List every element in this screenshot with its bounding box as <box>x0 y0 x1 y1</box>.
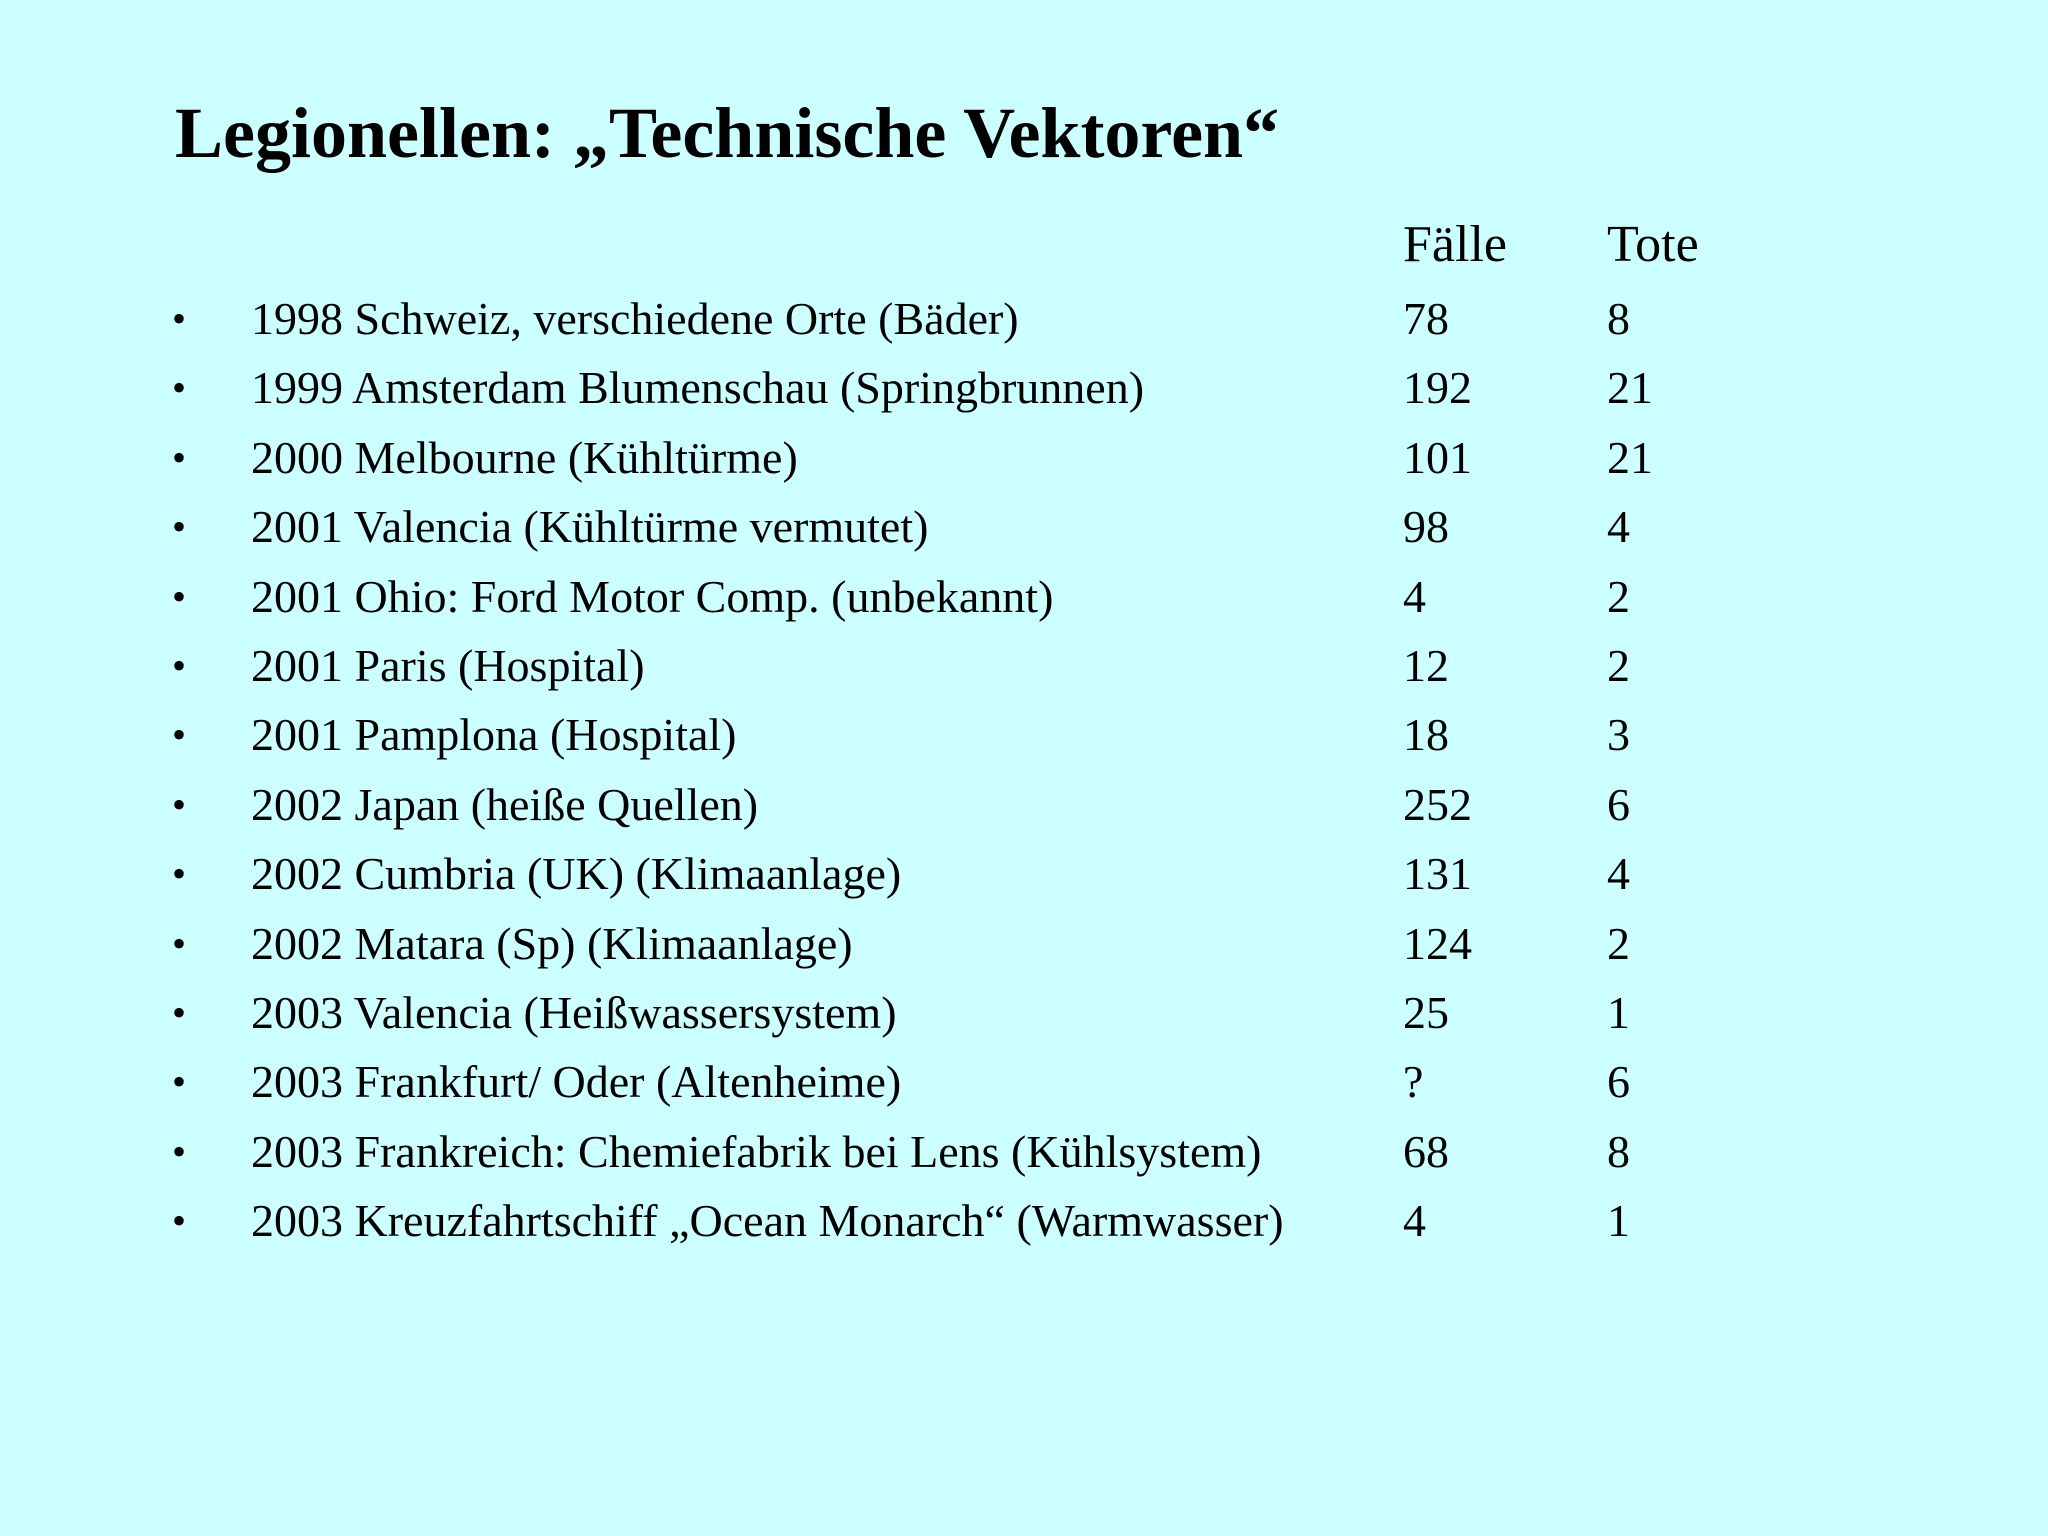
deaths-value: 2 <box>1607 570 1630 622</box>
outbreak-label: 1998 Schweiz, verschiedene Orte (Bäder) <box>251 293 1019 344</box>
list-item <box>0 1186 2048 1255</box>
bullet-icon: • <box>172 1059 187 1105</box>
cases-value: 25 <box>1403 986 1449 1038</box>
cases-value: 68 <box>1403 1125 1449 1177</box>
cases-value: ? <box>1403 1056 1424 1108</box>
cases-value: 4 <box>1403 1195 1426 1247</box>
cases-value: 192 <box>1403 362 1472 414</box>
bullet-icon: • <box>172 851 187 897</box>
deaths-value: 1 <box>1607 986 1630 1038</box>
outbreak-label: 2001 Valencia (Kühltürme vermutet) <box>251 501 929 553</box>
list-item <box>0 284 2048 353</box>
outbreak-label: 2000 Melbourne (Kühltürme) <box>251 431 798 483</box>
list-item <box>0 353 2048 422</box>
cases-value: 78 <box>1403 293 1449 344</box>
deaths-value: 8 <box>1607 293 1630 344</box>
outbreak-label: 2001 Paris (Hospital) <box>251 639 645 691</box>
bullet-icon: • <box>172 989 187 1035</box>
deaths-value: 6 <box>1607 1056 1630 1108</box>
deaths-value: 21 <box>1607 362 1653 414</box>
list-item <box>0 839 2048 908</box>
list-item <box>0 492 2048 561</box>
list-item <box>0 1117 2048 1186</box>
outbreak-label: 2001 Pamplona (Hospital) <box>251 709 737 761</box>
cases-value: 18 <box>1403 709 1449 761</box>
list-item <box>0 423 2048 492</box>
deaths-value: 4 <box>1607 848 1630 900</box>
deaths-value: 2 <box>1607 639 1630 691</box>
cases-value: 101 <box>1403 431 1472 483</box>
outbreak-label: 2003 Kreuzfahrtschiff „Ocean Monarch“ (Warmwasser) <box>251 1195 1284 1247</box>
cases-value: 12 <box>1403 639 1449 691</box>
column-header-cases: Fälle <box>1403 216 1507 273</box>
outbreak-label: 1999 Amsterdam Blumenschau (Springbrunnen) <box>251 362 1145 414</box>
bullet-icon: • <box>172 1198 187 1244</box>
outbreak-label: 2003 Valencia (Heißwassersystem) <box>251 986 897 1038</box>
bullet-icon: • <box>172 781 187 827</box>
deaths-value: 1 <box>1607 1195 1630 1247</box>
outbreak-label: 2002 Japan (heiße Quellen) <box>251 778 759 830</box>
cases-value: 131 <box>1403 848 1472 900</box>
list-item <box>0 700 2048 769</box>
list-item <box>0 909 2048 978</box>
list-item <box>0 978 2048 1047</box>
deaths-value: 4 <box>1607 501 1630 553</box>
deaths-value: 2 <box>1607 917 1630 969</box>
bullet-icon: • <box>172 920 187 966</box>
cases-value: 252 <box>1403 778 1472 830</box>
bullet-icon: • <box>172 642 187 688</box>
bullet-icon: • <box>172 296 187 341</box>
deaths-value: 21 <box>1607 431 1653 483</box>
outbreak-label: 2003 Frankfurt/ Oder (Altenheime) <box>251 1056 902 1108</box>
outbreak-list <box>0 284 2048 1255</box>
bullet-icon: • <box>172 712 187 758</box>
outbreak-label: 2002 Cumbria (UK) (Klimaanlage) <box>251 848 902 900</box>
cases-value: 98 <box>1403 501 1449 553</box>
outbreak-label: 2003 Frankreich: Chemiefabrik bei Lens (Kühlsystem) <box>251 1125 1262 1177</box>
list-item <box>0 770 2048 839</box>
deaths-value: 6 <box>1607 778 1630 830</box>
bullet-icon: • <box>172 365 187 411</box>
deaths-value: 8 <box>1607 1125 1630 1177</box>
bullet-icon: • <box>172 573 187 619</box>
list-item <box>0 631 2048 700</box>
deaths-value: 3 <box>1607 709 1630 761</box>
list-item <box>0 562 2048 631</box>
column-header-deaths: Tote <box>1607 216 1699 273</box>
outbreak-label: 2001 Ohio: Ford Motor Comp. (unbekannt) <box>251 570 1054 622</box>
bullet-icon: • <box>172 504 187 550</box>
bullet-icon: • <box>172 1128 187 1174</box>
outbreak-label: 2002 Matara (Sp) (Klimaanlage) <box>251 917 853 969</box>
list-item <box>0 1047 2048 1116</box>
bullet-icon: • <box>172 434 187 480</box>
cases-value: 124 <box>1403 917 1472 969</box>
slide-title: Legionellen: „Technische Vektoren“ <box>175 93 1280 173</box>
cases-value: 4 <box>1403 570 1426 622</box>
